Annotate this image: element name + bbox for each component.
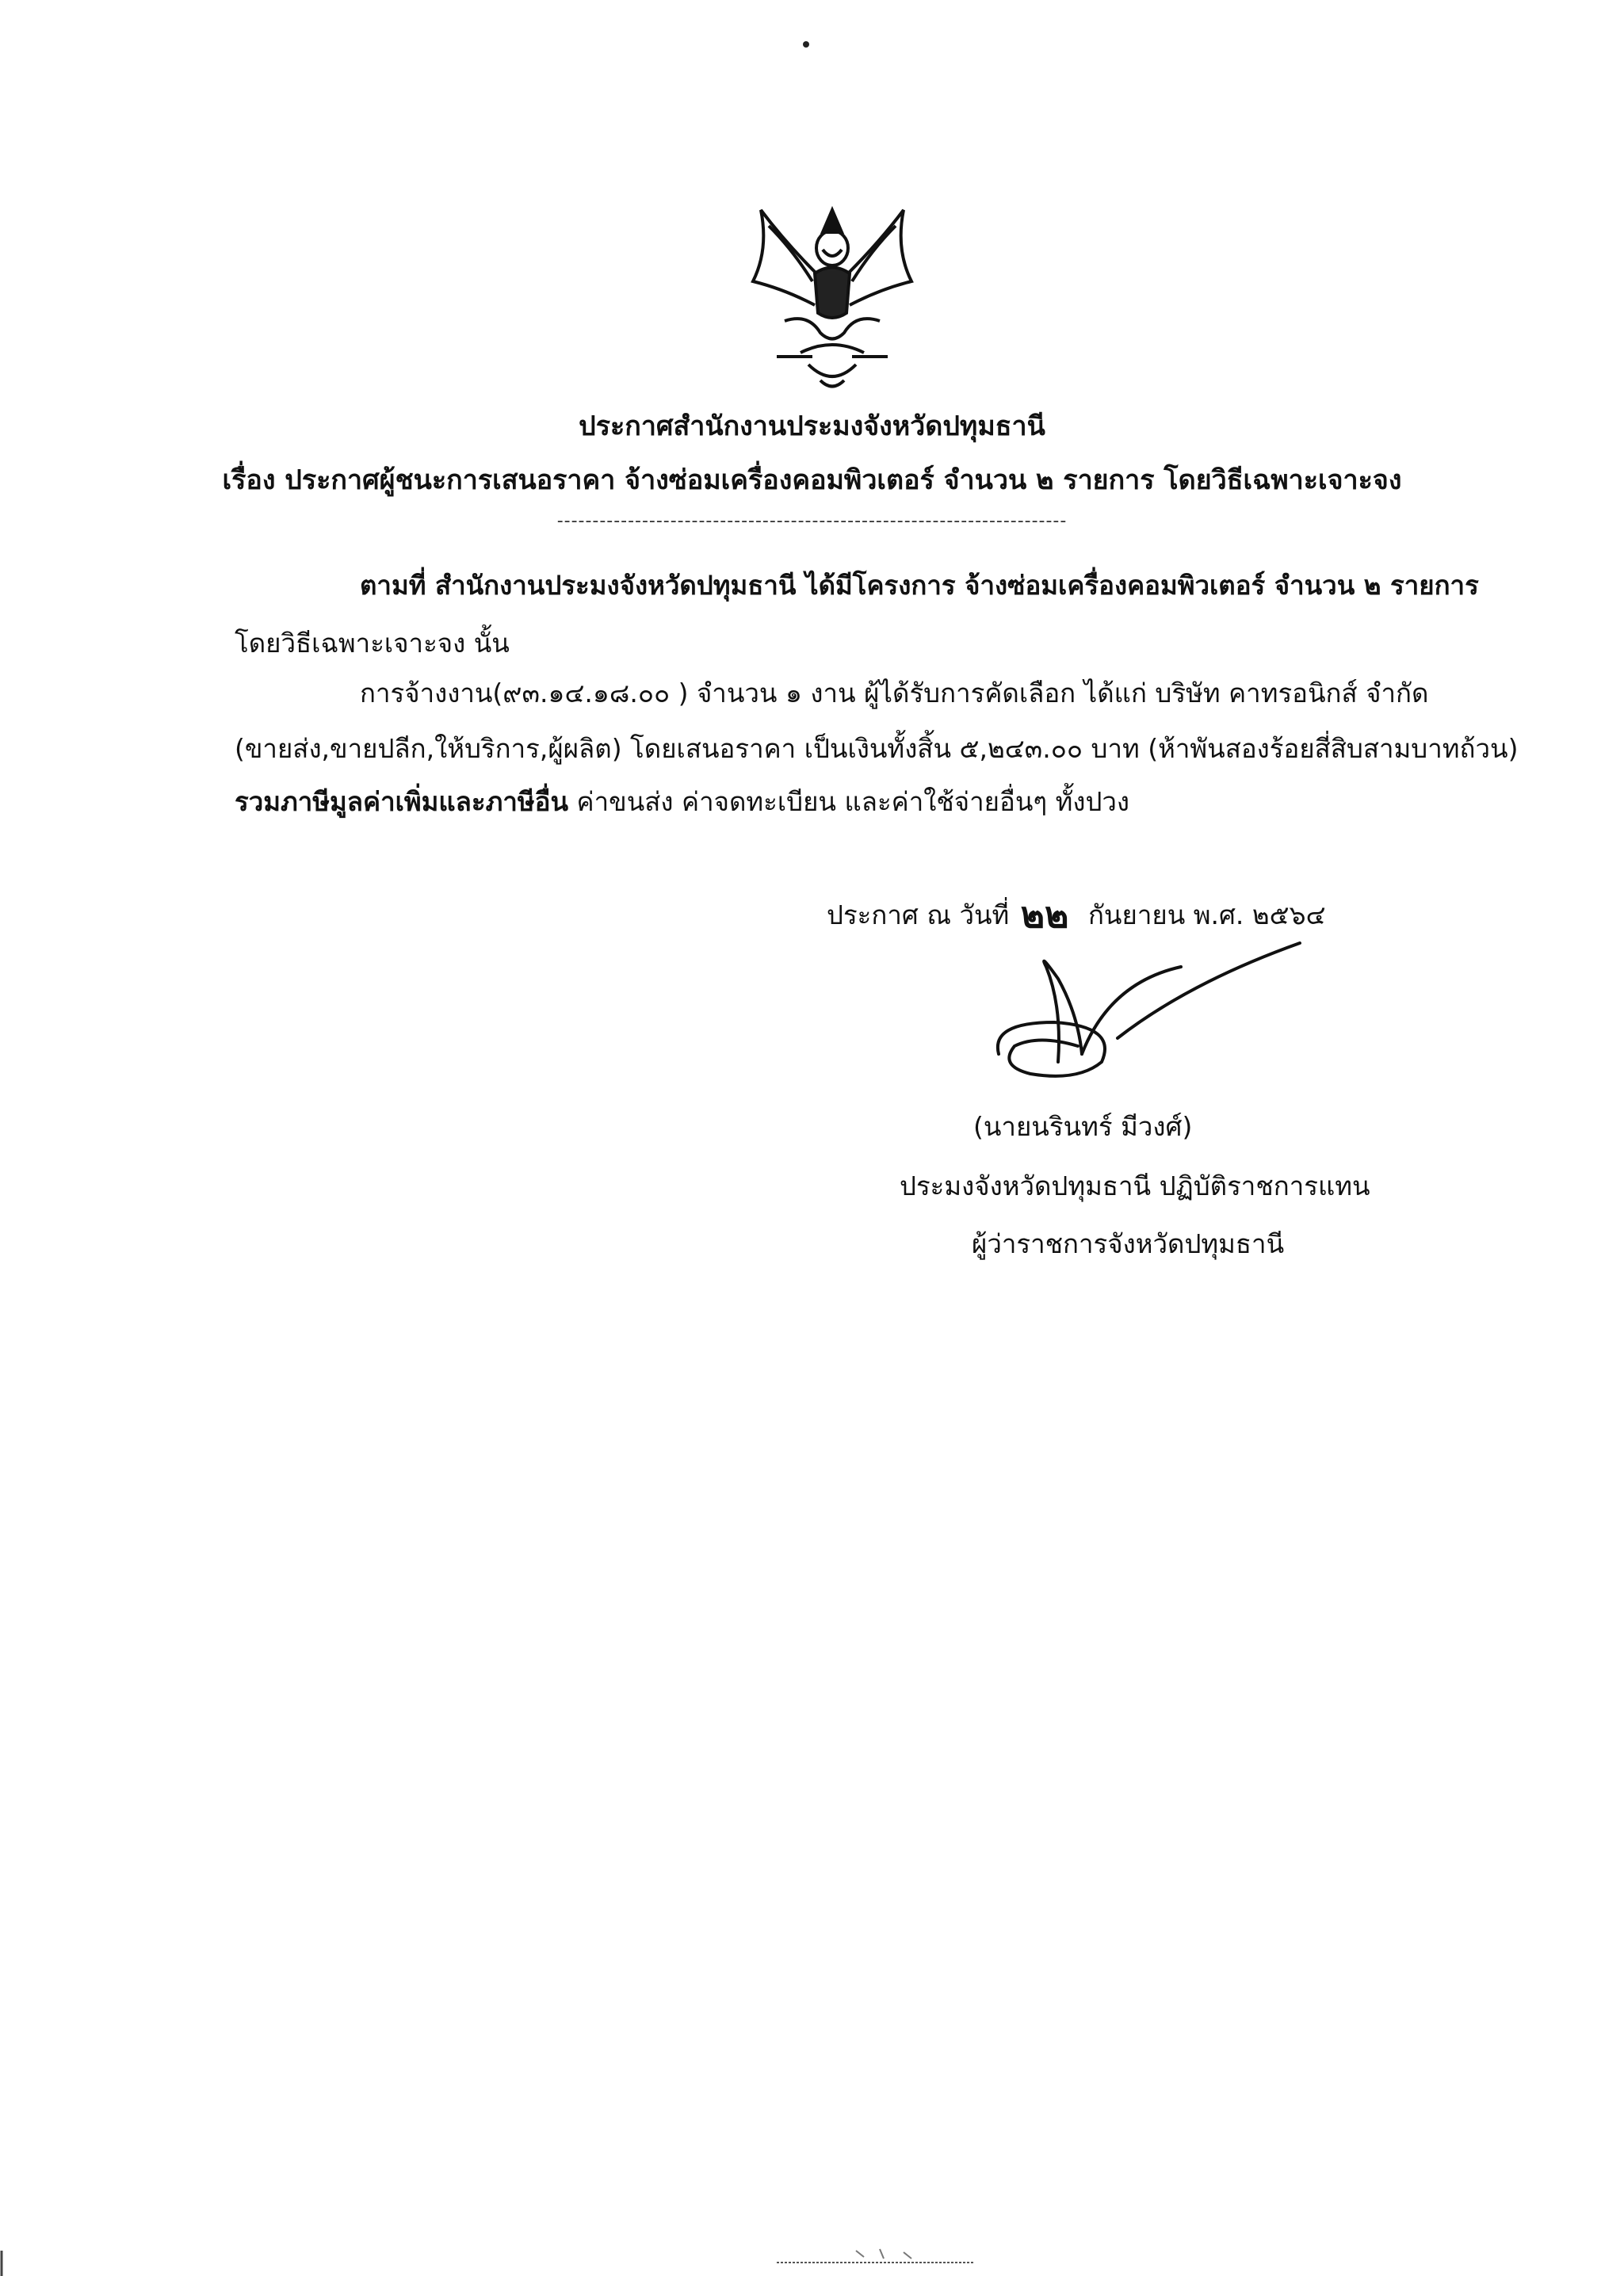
scan-edge-mark <box>0 2251 16 2276</box>
signatory-on-behalf: ผู้ว่าราชการจังหวัดปทุมธานี <box>972 1228 1285 1259</box>
body-paragraph-1-line-2: โดยวิธีเฉพาะเจาะจง นั้น <box>235 628 510 659</box>
body-paragraph-2-line-1: การจ้างงาน(๙๓.๑๔.๑๘.๐๐ ) จำนวน ๑ งาน ผู้ได้รับการคัดเลือก ได้แก่ บริษัท คาทรอนิกส์ จำกัด <box>360 678 1429 708</box>
scan-speck <box>803 41 809 48</box>
separator-line: ------------------------------------------------------------------------ <box>556 511 1068 531</box>
date-month-year: กันยายน พ.ศ. ๒๕๖๔ <box>1087 899 1326 930</box>
handwritten-signature <box>983 935 1316 1094</box>
body-paragraph-2-line-2: (ขายส่ง,ขายปลีก,ให้บริการ,ผู้ผลิต) โดยเสนอราคา เป็นเงินทั้งสิ้น ๕,๒๔๓.๐๐ บาท (ห้าพันสองร้อยสี่สิบสามบาทถ้วน) <box>235 733 1519 764</box>
garuda-emblem-icon <box>737 194 927 400</box>
scan-artifact <box>777 2243 975 2266</box>
date-prefix: ประกาศ ณ วันที่ <box>827 899 1010 930</box>
body-paragraph-1-line-1: ตามที่ สำนักงานประมงจังหวัดปทุมธานี ได้มีโครงการ จ้างซ่อมเครื่องคอมพิวเตอร์ จำนวน ๒ รายการ <box>360 570 1479 601</box>
document-subject: เรื่อง ประกาศผู้ชนะการเสนอราคา จ้างซ่อมเครื่องคอมพิวเตอร์ จำนวน ๒ รายการ โดยวิธีเฉพาะเจาะจง <box>222 464 1402 496</box>
signatory-name: (นายนรินทร์ มีวงศ์) <box>973 1111 1193 1142</box>
vat-phrase: รวมภาษีมูลค่าเพิ่มและภาษีอื่น <box>235 786 569 817</box>
signatory-position: ประมงจังหวัดปทุมธานี ปฏิบัติราชการแทน <box>900 1170 1370 1201</box>
fees-phrase: ค่าขนส่ง ค่าจดทะเบียน และค่าใช้จ่ายอื่นๆ ทั้งปวง <box>568 786 1130 817</box>
date-day-handwritten: ๒๒ <box>1020 893 1069 936</box>
document-title: ประกาศสำนักงานประมงจังหวัดปทุมธานี <box>579 411 1045 442</box>
body-paragraph-2-line-3 <box>235 781 1129 823</box>
